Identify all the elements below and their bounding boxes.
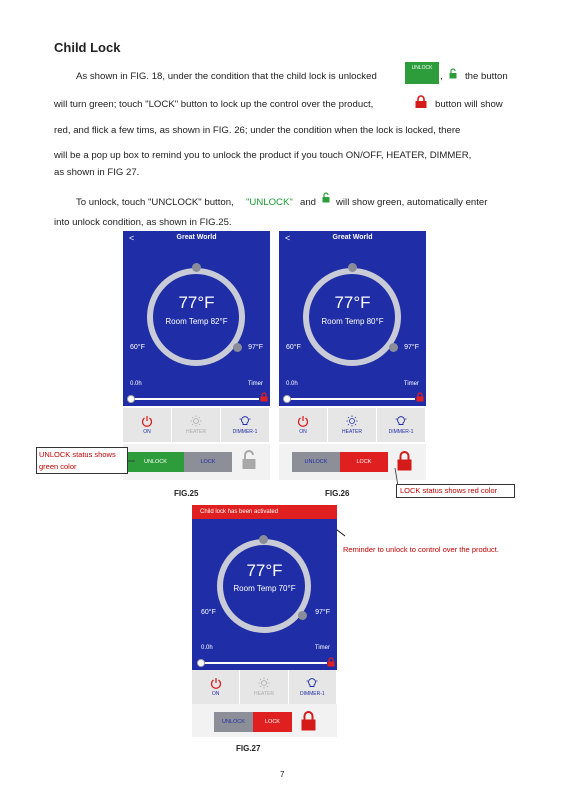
- fig26-slider-knob[interactable]: [283, 395, 291, 403]
- fig27-timer-slider[interactable]: [201, 662, 327, 664]
- fig26-dial-right-knob[interactable]: [389, 343, 398, 352]
- fig25-heater-label: HEATER: [186, 429, 206, 435]
- unlock-green-icon: [449, 68, 457, 79]
- fig25-on-label: ON: [143, 429, 151, 435]
- fig27-control-row: [192, 670, 337, 704]
- fig27-caption: FIG.27: [236, 744, 261, 753]
- power-icon: [141, 415, 153, 427]
- fig27-on-button[interactable]: [192, 670, 240, 704]
- para1-line1-end: the button: [465, 71, 508, 82]
- back-icon[interactable]: <: [285, 233, 291, 243]
- power-icon: [297, 415, 309, 427]
- child-lock-popup[interactable]: Child lock has been activated: [192, 505, 337, 519]
- para1-line4: will be a pop up box to remind you to unlock the product if you touch ON/OFF, HEATER, DIMMER,: [54, 150, 472, 161]
- fig25-timer-label: Timer: [247, 381, 263, 387]
- sun-icon: [258, 677, 270, 689]
- fig27-dimmer-label: DIMMER-1: [299, 691, 325, 697]
- fig26-max: 97°F: [404, 344, 419, 351]
- fig26-control-row: [279, 408, 426, 442]
- back-icon[interactable]: <: [129, 233, 135, 243]
- para1-line2: [54, 98, 373, 111]
- fig26-temp: 77°F: [334, 293, 371, 312]
- fig26-room-temp: Room Temp 80°F: [321, 317, 384, 326]
- fig25-open-lock-icon: [241, 450, 257, 470]
- fig25-caption: FIG.25: [174, 489, 199, 498]
- fig27-lock-icon: [300, 710, 317, 731]
- para1-line3: red, and flick a few tims, as shown in FIG. 26; under the condition when the lock is locked, there: [54, 125, 461, 136]
- fig27-timer-value: 0.0h: [201, 645, 213, 651]
- fig25-unlock-button[interactable]: UNLOCK: [127, 452, 184, 472]
- fig26-caption: FIG.26: [325, 489, 350, 498]
- reminder-callout: Reminder to unlock to control over the product.: [343, 542, 506, 574]
- fig26-min: 60°F: [286, 344, 301, 351]
- fig26-timer-slider[interactable]: [287, 398, 415, 400]
- fig25-dimmer-label: DIMMER-1: [232, 429, 258, 435]
- fig27-min: 60°F: [201, 609, 216, 616]
- fig25-on-button[interactable]: [123, 408, 172, 442]
- fig25-min: 60°F: [130, 344, 145, 351]
- unlock-status-callout: UNLOCK status shows green color: [36, 447, 128, 474]
- lock-status-callout: LOCK status shows red color: [396, 484, 515, 498]
- fig27-screen: [192, 505, 337, 737]
- fig25-dimmer-button[interactable]: [221, 408, 270, 442]
- fig26-screen: [279, 231, 426, 480]
- fig26-on-button[interactable]: [279, 408, 328, 442]
- fig25-control-row: [123, 408, 270, 442]
- bulb-icon: [306, 677, 318, 689]
- bulb-icon: [395, 415, 407, 427]
- fig26-dimmer-button[interactable]: [377, 408, 426, 442]
- fig27-dial-right-knob[interactable]: [298, 611, 307, 620]
- para2-line1-end: will show green, automatically enter: [336, 197, 488, 208]
- fig27-dimmer-button[interactable]: [289, 670, 337, 704]
- fig26-heater-label: HEATER: [342, 429, 362, 435]
- fig27-small-lock-icon: [327, 657, 335, 667]
- unlock-green-icon-2: [322, 192, 330, 203]
- fig26-title: Great World: [332, 234, 373, 241]
- para1-line2-end: button will show: [435, 99, 503, 110]
- page-number: 7: [280, 770, 285, 779]
- sun-icon: [190, 415, 202, 427]
- fig27-on-label: ON: [211, 691, 220, 697]
- fig26-timer-label: Timer: [403, 381, 419, 387]
- para2-and: and: [300, 197, 317, 208]
- para2-line2: into unlock condition, as shown in FIG.25.: [54, 217, 232, 228]
- para1-line1: [76, 70, 377, 83]
- fig27-temp: 77°F: [246, 561, 283, 580]
- fig27-dial-top-knob: [259, 535, 268, 544]
- fig26-heater-button[interactable]: [328, 408, 377, 442]
- para1-line1-text: As shown in FIG. 18, under the condition that the child lock is unlocked: [76, 71, 377, 82]
- fig25-slider-knob[interactable]: [127, 395, 135, 403]
- fig26-lock-icon: [396, 450, 413, 471]
- fig27-heater-button[interactable]: [240, 670, 288, 704]
- fig25-max: 97°F: [248, 344, 263, 351]
- fig25-heater-button[interactable]: [172, 408, 221, 442]
- fig25-small-lock-icon: [260, 392, 268, 402]
- para2-green-unlock: "UNLOCK": [246, 197, 293, 208]
- section-heading: Child Lock: [54, 40, 121, 55]
- fig26-small-lock-icon: [416, 392, 424, 402]
- para2-line1-start: To unlock, touch "UNCLOCK" button,: [76, 197, 234, 208]
- fig26-timer-value: 0.0h: [286, 381, 298, 387]
- fig25-screen: [123, 231, 270, 480]
- fig27-room-temp: Room Temp 70°F: [233, 584, 296, 593]
- sun-icon: [346, 415, 358, 427]
- fig26-lock-button[interactable]: LOCK: [340, 452, 388, 472]
- fig27-unlock-button[interactable]: UNLOCK: [214, 712, 253, 732]
- power-icon: [210, 677, 222, 689]
- fig26-dial-top-knob: [348, 263, 357, 272]
- fig27-slider-knob[interactable]: [197, 659, 205, 667]
- fig27-timer-label: Timer: [314, 645, 330, 651]
- fig27-max: 97°F: [315, 609, 330, 616]
- bulb-icon: [239, 415, 251, 427]
- para1-line2-text: will turn green; touch "LOCK" button to lock up the control over the product,: [54, 99, 374, 110]
- fig25-timer-value: 0.0h: [130, 381, 142, 387]
- fig25-lock-button[interactable]: LOCK: [184, 452, 232, 472]
- fig25-dial-right-knob[interactable]: [233, 343, 242, 352]
- lock-red-icon: [414, 95, 428, 108]
- fig25-dial-top-knob: [192, 263, 201, 272]
- fig26-on-label: ON: [299, 429, 307, 435]
- fig25-title: Great World: [176, 234, 217, 241]
- para1-comma: ,: [440, 71, 443, 82]
- fig26-dimmer-label: DIMMER-1: [388, 429, 414, 435]
- fig25-temp: 77°F: [178, 293, 215, 312]
- para1-line5: as shown in FIG 27.: [54, 167, 140, 178]
- fig25-room-temp: Room Temp 82°F: [165, 317, 228, 326]
- fig27-heater-label: HEATER: [254, 691, 274, 697]
- fig27-lock-button[interactable]: LOCK: [253, 712, 292, 732]
- inline-unlock-button: UNLOCK: [405, 62, 439, 84]
- fig26-unlock-button[interactable]: UNLOCK: [292, 452, 340, 472]
- fig25-timer-slider[interactable]: [131, 398, 259, 400]
